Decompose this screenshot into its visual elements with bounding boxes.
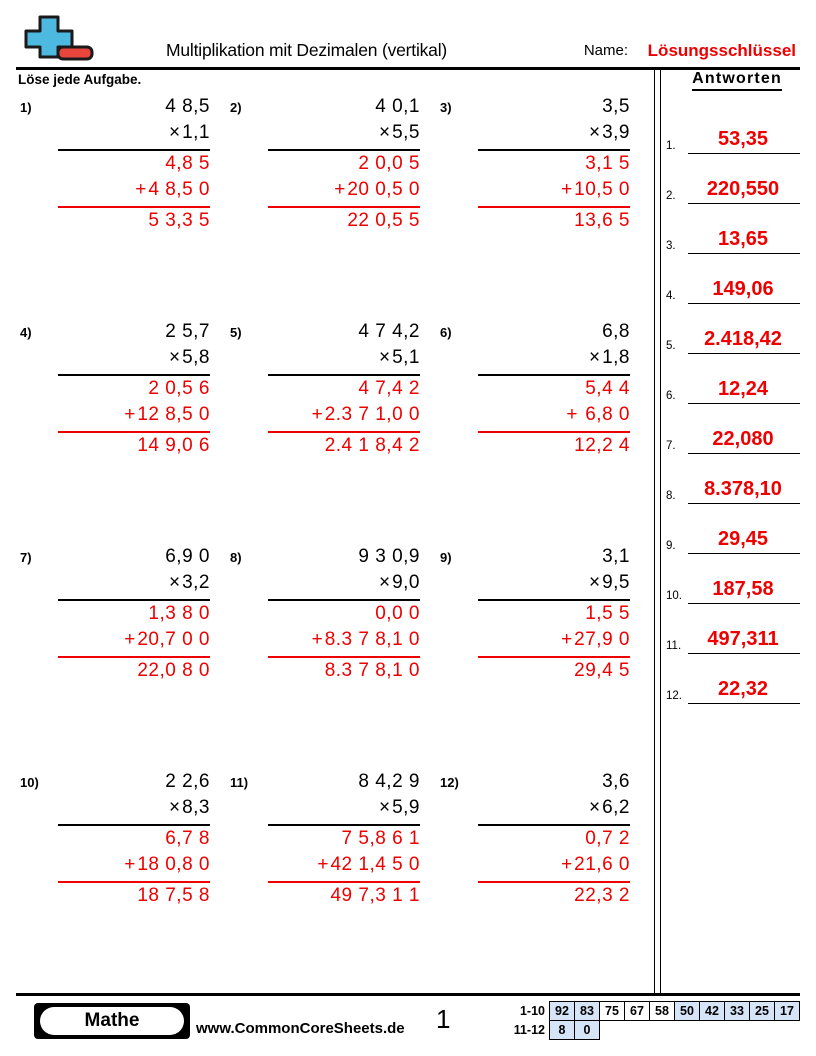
answer-index: 2.	[666, 190, 676, 202]
digit-group: 20,7 0 0	[137, 629, 210, 650]
calculation-rule	[58, 374, 210, 376]
score-cell: 92	[549, 1001, 575, 1021]
partial-product-row	[268, 153, 420, 179]
digit-group: 5,8	[182, 347, 210, 368]
score-cell: 42	[699, 1001, 725, 1021]
digit-group: 2 5,7	[165, 321, 210, 342]
multiplier-row	[268, 122, 420, 148]
multiplier-row	[478, 347, 630, 373]
score-cell: 83	[574, 1001, 600, 1021]
problem-number: 8)	[230, 550, 242, 565]
vertical-calculation	[478, 96, 630, 236]
digit-group: 27,9 0	[574, 629, 630, 650]
answer-row	[666, 354, 802, 404]
operator-sign: ×	[588, 797, 601, 818]
answer-value: 497,311	[707, 628, 779, 650]
digit-group: 1,5 5	[585, 603, 630, 624]
partial-product-row	[478, 854, 630, 880]
digit-group: 8,3	[182, 797, 210, 818]
score-cell-empty	[649, 1020, 675, 1040]
partial-product-row	[478, 404, 630, 430]
answer-row	[666, 554, 802, 604]
digit-group: 5,5	[392, 122, 420, 143]
name-label: Name:	[583, 42, 628, 59]
answer-row	[666, 304, 802, 354]
subject-badge-label: Mathe	[40, 1007, 184, 1035]
problem-row	[16, 96, 646, 321]
multiplier-row	[58, 347, 210, 373]
operator-sign: ×	[168, 122, 181, 143]
multiplicand-row	[58, 546, 210, 572]
digit-group: 13,6 5	[574, 210, 630, 231]
operator-sign: ×	[378, 122, 391, 143]
problem-number: 9)	[440, 550, 452, 565]
digit-group: 10,5 0	[574, 179, 630, 200]
digit-group: 21,6 0	[574, 854, 630, 875]
digit-group: 8.3 7 8,1 0	[324, 660, 420, 681]
answer-value: 29,45	[717, 528, 769, 550]
answers-list	[666, 104, 802, 704]
digit-group: 6,8	[602, 321, 630, 342]
problem-number: 1)	[20, 100, 32, 115]
operator-sign: +	[317, 854, 329, 875]
score-cell: 50	[674, 1001, 700, 1021]
vertical-calculation	[58, 771, 210, 911]
answer-row	[666, 504, 802, 554]
sum-rule	[268, 656, 420, 658]
score-cell-empty	[774, 1020, 800, 1040]
sub-header	[16, 70, 800, 96]
digit-group: 42 1,4 5 0	[330, 854, 420, 875]
problem-number: 5)	[230, 325, 242, 340]
result-row	[478, 660, 630, 686]
problem-row	[16, 771, 646, 996]
problem-number: 6)	[440, 325, 452, 340]
operator-sign: ×	[168, 347, 181, 368]
result-row	[268, 210, 420, 236]
multiplicand-row	[58, 321, 210, 347]
operator-sign: +	[561, 629, 573, 650]
operator-sign: +	[124, 629, 136, 650]
problem-cell	[16, 96, 226, 321]
digit-group: 2 2,6	[165, 771, 210, 792]
digit-group: 4 7 4,2	[358, 321, 420, 342]
score-cell: 17	[774, 1001, 800, 1021]
multiplicand-row	[478, 771, 630, 797]
sum-rule	[58, 881, 210, 883]
digit-group: 12 8,5 0	[137, 404, 210, 425]
operator-sign: +	[124, 854, 136, 875]
answer-blank-line[interactable]	[688, 703, 800, 704]
partial-product-row	[268, 378, 420, 404]
sum-rule	[478, 431, 630, 433]
answer-row	[666, 654, 802, 704]
calculation-rule	[478, 824, 630, 826]
score-cell: 33	[724, 1001, 750, 1021]
sum-rule	[58, 431, 210, 433]
answer-index: 8.	[666, 490, 676, 502]
partial-product-row	[478, 828, 630, 854]
digit-group: 3,9	[602, 122, 630, 143]
multiplicand-row	[268, 96, 420, 122]
problem-cell	[436, 771, 646, 996]
problem-cell	[436, 546, 646, 771]
digit-group: 5,1	[392, 347, 420, 368]
digit-group: 8 4,2 9	[358, 771, 420, 792]
digit-group: 22,0 8 0	[137, 660, 210, 681]
operator-sign: +	[561, 854, 573, 875]
operator-sign: +	[311, 629, 323, 650]
answer-row	[666, 104, 802, 154]
answer-value: 2.418,42	[704, 328, 782, 350]
vertical-calculation	[478, 771, 630, 911]
answer-index: 5.	[666, 340, 676, 352]
score-cell: 25	[749, 1001, 775, 1021]
digit-group: 0,7 2	[585, 828, 630, 849]
result-row	[478, 210, 630, 236]
answer-value: 22,32	[717, 678, 769, 700]
vertical-calculation	[268, 96, 420, 236]
operator-sign: +	[561, 179, 573, 200]
digit-group: 5,4 4	[585, 378, 630, 399]
multiplier-row	[478, 797, 630, 823]
problem-cell	[16, 321, 226, 546]
digit-group: 3,1 5	[585, 153, 630, 174]
operator-sign: ×	[588, 347, 601, 368]
digit-group: 14 9,0 6	[137, 435, 210, 456]
partial-product-row	[478, 378, 630, 404]
answer-index: 10.	[666, 590, 682, 602]
digit-group: 2.4 1 8,4 2	[324, 435, 420, 456]
score-cell: 58	[649, 1001, 675, 1021]
score-cell: 75	[599, 1001, 625, 1021]
partial-product-row	[58, 828, 210, 854]
score-cell: 8	[549, 1020, 575, 1040]
multiplier-row	[268, 797, 420, 823]
digit-group: 12,2 4	[574, 435, 630, 456]
page-number: 1	[436, 1004, 451, 1034]
problem-cell	[226, 96, 436, 321]
calculation-rule	[268, 599, 420, 601]
answer-value: 12,24	[717, 378, 769, 400]
digit-group: 49 7,3 1 1	[330, 885, 420, 906]
instructions-text: Löse jede Aufgabe.	[18, 72, 142, 87]
vertical-calculation	[268, 321, 420, 461]
multiplicand-row	[58, 96, 210, 122]
sum-rule	[58, 656, 210, 658]
digit-group: 18 0,8 0	[137, 854, 210, 875]
partial-product-row	[478, 179, 630, 205]
problem-cell	[16, 546, 226, 771]
answer-value: 22,080	[712, 428, 774, 450]
calculation-rule	[268, 149, 420, 151]
operator-sign: +	[135, 179, 147, 200]
partial-product-row	[268, 629, 420, 655]
calculation-rule	[58, 599, 210, 601]
multiplier-row	[58, 797, 210, 823]
multiplicand-row	[478, 321, 630, 347]
partial-product-row	[478, 153, 630, 179]
answer-index: 6.	[666, 390, 676, 402]
operator-sign: ×	[378, 797, 391, 818]
problem-row	[16, 321, 646, 546]
score-table	[504, 1002, 800, 1040]
vertical-calculation	[268, 546, 420, 686]
sum-rule	[478, 206, 630, 208]
partial-product-row	[58, 179, 210, 205]
multiplier-row	[478, 122, 630, 148]
problems-grid	[16, 96, 646, 996]
partial-product-row	[268, 404, 420, 430]
multiplicand-row	[58, 771, 210, 797]
problem-cell	[16, 771, 226, 996]
problem-number: 10)	[20, 775, 39, 790]
answer-value: 187,58	[712, 578, 774, 600]
answer-value: 8.378,10	[704, 478, 782, 500]
operator-sign: +	[334, 179, 346, 200]
multiplier-row	[478, 572, 630, 598]
vertical-calculation	[478, 321, 630, 461]
result-row	[58, 885, 210, 911]
problem-cell	[226, 321, 436, 546]
multiplier-row	[58, 122, 210, 148]
digit-group: 6,7 8	[165, 828, 210, 849]
multiplicand-row	[268, 546, 420, 572]
result-row	[58, 435, 210, 461]
digit-group: 22,3 2	[574, 885, 630, 906]
answer-row	[666, 254, 802, 304]
digit-group: 4 8,5 0	[148, 179, 210, 200]
problem-number: 4)	[20, 325, 32, 340]
sum-rule	[58, 206, 210, 208]
digit-group: 4 8,5	[165, 96, 210, 117]
problem-number: 7)	[20, 550, 32, 565]
multiplicand-row	[478, 546, 630, 572]
score-cell-empty	[624, 1020, 650, 1040]
partial-product-row	[478, 629, 630, 655]
digit-group: 4,8 5	[165, 153, 210, 174]
digit-group: 20 0,5 0	[347, 179, 420, 200]
multiplier-row	[58, 572, 210, 598]
answer-index: 12.	[666, 690, 682, 702]
sum-rule	[478, 881, 630, 883]
digit-group: 18 7,5 8	[137, 885, 210, 906]
result-row	[478, 885, 630, 911]
operator-sign: ×	[378, 347, 391, 368]
partial-product-row	[58, 854, 210, 880]
partial-product-row	[58, 378, 210, 404]
plus-minus-logo-icon	[20, 9, 100, 65]
multiplier-row	[268, 572, 420, 598]
sum-rule	[478, 656, 630, 658]
calculation-rule	[268, 824, 420, 826]
operator-sign: +	[566, 404, 578, 425]
partial-product-row	[268, 179, 420, 205]
score-cell-empty	[749, 1020, 775, 1040]
answer-index: 4.	[666, 290, 676, 302]
answer-index: 1.	[666, 140, 676, 152]
multiplicand-row	[268, 321, 420, 347]
column-divider	[654, 70, 661, 993]
vertical-calculation	[58, 546, 210, 686]
digit-group: 22 0,5 5	[347, 210, 420, 231]
score-cell: 67	[624, 1001, 650, 1021]
digit-group: 3,6	[602, 771, 630, 792]
subject-badge	[34, 1003, 190, 1039]
answer-row	[666, 454, 802, 504]
partial-product-row	[268, 603, 420, 629]
page-header	[16, 0, 800, 70]
answer-index: 11.	[666, 640, 682, 652]
problem-number: 11)	[230, 775, 249, 790]
calculation-rule	[58, 149, 210, 151]
operator-sign: ×	[168, 797, 181, 818]
vertical-calculation	[478, 546, 630, 686]
answer-value: 53,35	[717, 128, 769, 150]
problem-cell	[226, 771, 436, 996]
digit-group: 6,8 0	[579, 404, 630, 425]
digit-group: 29,4 5	[574, 660, 630, 681]
answer-row	[666, 154, 802, 204]
partial-product-row	[58, 404, 210, 430]
vertical-calculation	[58, 96, 210, 236]
operator-sign: ×	[588, 572, 601, 593]
sum-rule	[268, 881, 420, 883]
result-row	[478, 435, 630, 461]
partial-product-row	[268, 854, 420, 880]
score-cell-empty	[699, 1020, 725, 1040]
score-range-label: 1-10	[519, 1004, 545, 1018]
operator-sign: ×	[378, 572, 391, 593]
digit-group: 9,5	[602, 572, 630, 593]
digit-group: 1,8	[602, 347, 630, 368]
partial-product-row	[58, 603, 210, 629]
digit-group: 5 3,3 5	[148, 210, 210, 231]
digit-group: 7 5,8 6 1	[341, 828, 420, 849]
website-url: www.CommonCoreSheets.de	[196, 1020, 405, 1037]
sum-rule	[268, 431, 420, 433]
digit-group: 0,0 0	[375, 603, 420, 624]
sum-rule	[268, 206, 420, 208]
calculation-rule	[478, 374, 630, 376]
operator-sign: ×	[588, 122, 601, 143]
digit-group: 5,9	[392, 797, 420, 818]
page-title: Multiplikation mit Dezimalen (vertikal)	[166, 40, 448, 60]
vertical-calculation	[268, 771, 420, 911]
score-table-row	[504, 1021, 800, 1040]
result-row	[268, 660, 420, 686]
score-cell-empty	[599, 1020, 625, 1040]
score-range-label: 11-12	[513, 1023, 545, 1037]
score-table-row	[504, 1002, 800, 1021]
multiplicand-row	[478, 96, 630, 122]
digit-group: 3,2	[182, 572, 210, 593]
digit-group: 1,1	[182, 122, 210, 143]
digit-group: 4 7,4 2	[358, 378, 420, 399]
digit-group: 8.3 7 8,1 0	[324, 629, 420, 650]
calculation-rule	[58, 824, 210, 826]
multiplier-row	[268, 347, 420, 373]
partial-product-row	[478, 603, 630, 629]
name-value: Lösungsschlüssel	[647, 41, 796, 60]
vertical-calculation	[58, 321, 210, 461]
digit-group: 9,0	[392, 572, 420, 593]
digit-group: 6,9 0	[165, 546, 210, 567]
problem-cell	[436, 321, 646, 546]
result-row	[58, 210, 210, 236]
digit-group: 2 0,0 5	[358, 153, 420, 174]
problem-cell	[226, 546, 436, 771]
answer-value: 149,06	[712, 278, 774, 300]
score-cell-empty	[724, 1020, 750, 1040]
answer-value: 13,65	[717, 228, 769, 250]
digit-group: 4 0,1	[375, 96, 420, 117]
answer-row	[666, 404, 802, 454]
digit-group: 1,3 8 0	[148, 603, 210, 624]
digit-group: 2 0,5 6	[148, 378, 210, 399]
answer-index: 7.	[666, 440, 676, 452]
answers-column-title: Antworten	[692, 70, 782, 91]
answer-row	[666, 204, 802, 254]
problem-number: 12)	[440, 775, 459, 790]
operator-sign: +	[124, 404, 136, 425]
digit-group: 6,2	[602, 797, 630, 818]
problem-number: 2)	[230, 100, 242, 115]
digit-group: 3,5	[602, 96, 630, 117]
result-row	[58, 660, 210, 686]
operator-sign: +	[311, 404, 323, 425]
partial-product-row	[268, 828, 420, 854]
digit-group: 2.3 7 1,0 0	[324, 404, 420, 425]
digit-group: 9 3 0,9	[358, 546, 420, 567]
page-footer	[16, 993, 800, 1054]
result-row	[268, 435, 420, 461]
answer-index: 9.	[666, 540, 676, 552]
problem-row	[16, 546, 646, 771]
answer-value: 220,550	[706, 178, 780, 200]
answer-row	[666, 604, 802, 654]
partial-product-row	[58, 153, 210, 179]
score-cell-empty	[674, 1020, 700, 1040]
problem-cell	[436, 96, 646, 321]
digit-group: 3,1	[602, 546, 630, 567]
score-cell: 0	[574, 1020, 600, 1040]
calculation-rule	[478, 599, 630, 601]
multiplicand-row	[268, 771, 420, 797]
answer-index: 3.	[666, 240, 676, 252]
result-row	[268, 885, 420, 911]
calculation-rule	[268, 374, 420, 376]
operator-sign: ×	[168, 572, 181, 593]
partial-product-row	[58, 629, 210, 655]
problem-number: 3)	[440, 100, 452, 115]
calculation-rule	[478, 149, 630, 151]
